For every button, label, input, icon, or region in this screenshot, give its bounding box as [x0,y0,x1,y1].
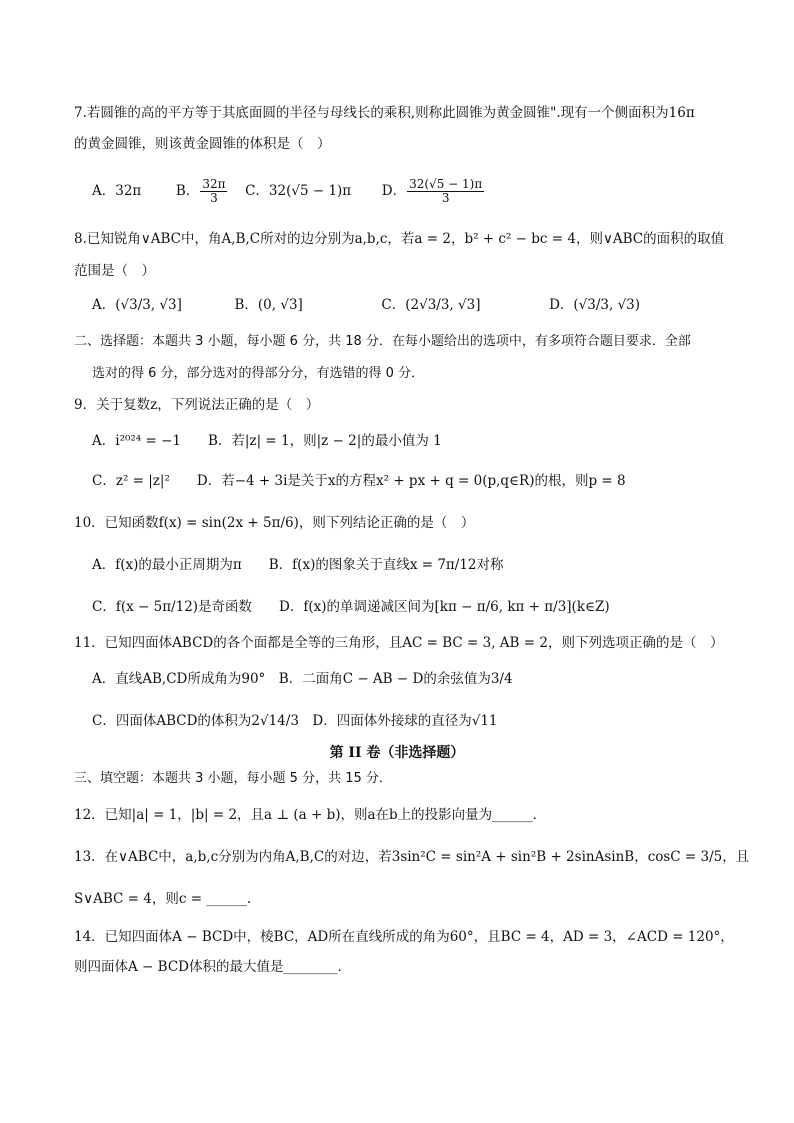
part2-title: 第 II 卷（非选择题） [329,745,465,761]
q13-line2: S∨ABC = 4，则c = ______. [74,891,252,907]
section3-header: 三、填空题：本题共 3 小题，每小题 5 分，共 15 分． [74,771,392,786]
q10-options-ab: A．f(x)的最小正周期为π B．f(x)的图象关于直线x = 7π/12对称 [92,557,504,573]
q11-options-ab: A．直线AB,CD所成角为90° B．二面角C − AB − D的余弦值为3/4 [92,671,513,687]
section2-line2: 选对的得 6 分，部分选对的得部分分，有选错的得 0 分． [92,366,425,381]
q8-option-c: C．(2√3/3, √3] [381,297,481,313]
q11-stem: 11．已知四面体ABCD的各个面都是全等的三角形，且AC = BC = 3, AB = 2，则下列选项正确的是（ ） [74,635,724,651]
q7-option-d-fraction: $\frac{32(√5 - 1)\pi}{3}$ [409,177,483,205]
q11-options-cd: C．四面体ABCD的体积为2√14/3 D．四面体外接球的直径为√11 [92,713,498,729]
q10-options-cd: C．f(x − 5π/12)是奇函数 D．f(x)的单调递减区间为[kπ − π/6, kπ + π/3](k∈Z) [92,599,610,615]
q8-option-a: A．(√3/3, √3] [92,297,182,313]
q7-option-c: C．32(√5 − 1)π [245,183,352,199]
q14-line2: 则四面体A − BCD体积的最大值是________． [74,959,351,975]
q12: 12．已知|a| = 1，|b| = 2，且a ⊥ (a + b)，则a在b上的投影向量为______． [74,807,547,823]
q9-options-cd: C．z² = |z|² D．若−4 + 3i是关于x的方程x² + px + q = 0(p,q∈R)的根，则p = 8 [92,473,626,489]
q14-line1: 14．已知四面体A − BCD中，棱BC，AD所在直线所成的角为60°，且BC = 4，AD = 3，∠ACD = 120°， [74,929,734,945]
q7-option-b-fraction: $\frac{32\pi}{3}$ [202,177,226,205]
q7-line1: 7.若圆锥的高的平方等于其底面圆的半径与母线长的乘积,则称此圆锥为黄金圆锥".现有一个侧面积为16π [74,105,695,121]
q8-options [92,296,640,314]
q7-option-a: A．32π [92,183,142,199]
q13-line1: 13．在∨ABC中，a,b,c分别为内角A,B,C的对边，若3sin²C = sin²A + sin²B + 2sinAsinB，cosC = 3/5，且 [74,849,750,865]
q7-option-d-label: D． [381,183,407,199]
q7-line2: 的黄金圆锥，则该黄金圆锥的体积是（ ） [74,136,331,152]
q7-options [92,178,485,205]
q7-option-b-label: B． [175,183,200,199]
q8-line1: 8.已知锐角∨ABC中，角A,B,C所对的边分别为a,b,c，若a = 2，b² + c² − bc = 4，则∨ABC的面积的取值 [74,231,725,247]
q10-stem: 10．已知函数f(x) = sin(2x + 5π/6)，则下列结论正确的是（ ） [74,515,475,531]
q8-option-d: D．(√3/3, √3) [549,297,641,313]
q8-line2: 范围是（ ） [74,263,155,279]
q9-stem: 9．关于复数z，下列说法正确的是（ ） [74,397,320,413]
section2-line1: 二、选择题：本题共 3 小题，每小题 6 分，共 18 分．在每小题给出的选项中，有多项符合题目要求．全部 [74,334,691,349]
q9-options-ab: A．i²⁰²⁴ = −1 B．若|z| = 1，则|z − 2|的最小值为 1 [92,433,442,449]
q8-option-b: B．(0, √3] [234,297,303,313]
